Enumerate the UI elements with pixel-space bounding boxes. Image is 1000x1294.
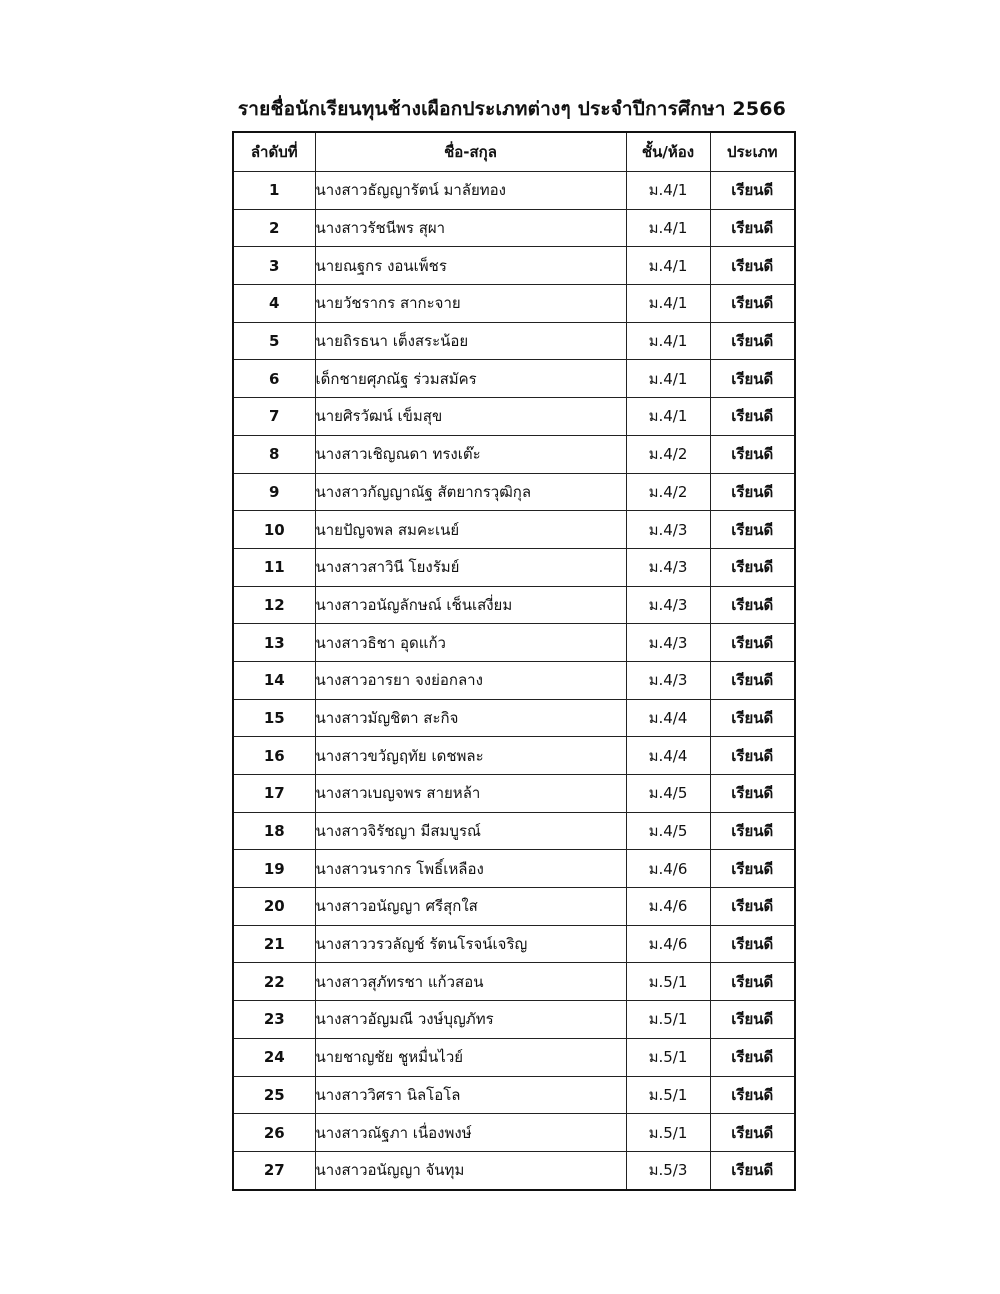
scholarship-type: เรียนดี	[710, 963, 795, 1001]
student-name: นางสาววรวลัญช์ รัตนโรจน์เจริญ	[315, 925, 626, 963]
header-class: ชั้น/ห้อง	[626, 132, 710, 172]
student-name: นางสาวจิรัชญา มีสมบูรณ์	[315, 812, 626, 850]
student-name: นายปัญจพล สมคะเนย์	[315, 511, 626, 549]
student-name: นายถิรธนา เต็งสระน้อย	[315, 322, 626, 360]
row-number: 12	[233, 586, 315, 624]
table-row	[233, 812, 795, 850]
row-number: 4	[233, 285, 315, 323]
table-row	[233, 1038, 795, 1076]
student-name: เด็กชายศุภณัฐ ร่วมสมัคร	[315, 360, 626, 398]
class-room: ม.4/2	[626, 473, 710, 511]
document-title: รายชื่อนักเรียนทุนช้างเผือกประเภทต่างๆ ประจำปีการศึกษา 2566	[237, 98, 787, 120]
row-number: 15	[233, 699, 315, 737]
scholarship-type: เรียนดี	[710, 624, 795, 662]
student-name: นางสาวอนัญลักษณ์ เช็นเสงี่ยม	[315, 586, 626, 624]
table-row	[233, 398, 795, 436]
class-room: ม.5/3	[626, 1151, 710, 1189]
scholarship-type: เรียนดี	[710, 1001, 795, 1039]
row-number: 21	[233, 925, 315, 963]
row-number: 10	[233, 511, 315, 549]
table-row	[233, 737, 795, 775]
scholarship-type: เรียนดี	[710, 1076, 795, 1114]
scholarship-type: เรียนดี	[710, 209, 795, 247]
table-row	[233, 1076, 795, 1114]
student-name: นางสาวณัฐภา เนื่องพงษ์	[315, 1114, 626, 1152]
student-name: นายชาญชัย ชูหมื่นไวย์	[315, 1038, 626, 1076]
class-room: ม.4/6	[626, 850, 710, 888]
student-name: นางสาวกัญญาณัฐ สัตยากรวุฒิกุล	[315, 473, 626, 511]
scholarship-type: เรียนดี	[710, 775, 795, 813]
row-number: 18	[233, 812, 315, 850]
class-room: ม.4/5	[626, 775, 710, 813]
student-name: นางสาวนรากร โพธิ์เหลือง	[315, 850, 626, 888]
row-number: 6	[233, 360, 315, 398]
row-number: 25	[233, 1076, 315, 1114]
class-room: ม.5/1	[626, 963, 710, 1001]
scholarship-type: เรียนดี	[710, 172, 795, 210]
class-room: ม.4/1	[626, 209, 710, 247]
table-row	[233, 775, 795, 813]
student-name: นางสาววิศรา นิลโอโล	[315, 1076, 626, 1114]
class-room: ม.4/3	[626, 624, 710, 662]
scholarship-type: เรียนดี	[710, 699, 795, 737]
student-name: นางสาวอนัญญา ศรีสุกใส	[315, 888, 626, 926]
scholarship-type: เรียนดี	[710, 1151, 795, 1189]
table-body	[233, 172, 795, 1190]
student-name: นางสาวธิชา อุดแก้ว	[315, 624, 626, 662]
student-name: นางสาวสาวินี โยงรัมย์	[315, 548, 626, 586]
table-row	[233, 548, 795, 586]
row-number: 8	[233, 435, 315, 473]
class-room: ม.4/1	[626, 360, 710, 398]
header-number: ลำดับที่	[233, 132, 315, 172]
table-row	[233, 511, 795, 549]
scholarship-type: เรียนดี	[710, 850, 795, 888]
scholarship-type: เรียนดี	[710, 1038, 795, 1076]
scholarship-type: เรียนดี	[710, 812, 795, 850]
table-row	[233, 473, 795, 511]
row-number: 13	[233, 624, 315, 662]
class-room: ม.4/6	[626, 888, 710, 926]
row-number: 16	[233, 737, 315, 775]
class-room: ม.5/1	[626, 1001, 710, 1039]
scholarship-type: เรียนดี	[710, 661, 795, 699]
student-name: นางสาวมัญชิตา สะกิจ	[315, 699, 626, 737]
student-name: นางสาวอารยา จงย่อกลาง	[315, 661, 626, 699]
student-name: นายศิรวัฒน์ เข็มสุข	[315, 398, 626, 436]
table-row	[233, 285, 795, 323]
table-row	[233, 586, 795, 624]
scholarship-type: เรียนดี	[710, 737, 795, 775]
student-name: นางสาวเชิญณดา ทรงเต๊ะ	[315, 435, 626, 473]
scholarship-type: เรียนดี	[710, 511, 795, 549]
scholarship-type: เรียนดี	[710, 473, 795, 511]
class-room: ม.4/1	[626, 285, 710, 323]
table-row	[233, 963, 795, 1001]
class-room: ม.4/1	[626, 398, 710, 436]
row-number: 20	[233, 888, 315, 926]
class-room: ม.4/4	[626, 737, 710, 775]
class-room: ม.5/1	[626, 1114, 710, 1152]
scholarship-type: เรียนดี	[710, 1114, 795, 1152]
row-number: 19	[233, 850, 315, 888]
scholarship-type: เรียนดี	[710, 398, 795, 436]
table-row	[233, 247, 795, 285]
class-room: ม.4/5	[626, 812, 710, 850]
table-row	[233, 209, 795, 247]
scholarship-type: เรียนดี	[710, 925, 795, 963]
student-name: นายวัชรากร สากะจาย	[315, 285, 626, 323]
class-room: ม.4/1	[626, 322, 710, 360]
student-name: นางสาวสุภัทรชา แก้วสอน	[315, 963, 626, 1001]
table-row	[233, 172, 795, 210]
table-row	[233, 850, 795, 888]
row-number: 14	[233, 661, 315, 699]
student-name: นางสาวอัญมณี วงษ์บุญภัทร	[315, 1001, 626, 1039]
class-room: ม.4/2	[626, 435, 710, 473]
student-name: นางสาวรัชนีพร สุผา	[315, 209, 626, 247]
row-number: 23	[233, 1001, 315, 1039]
table-row	[233, 322, 795, 360]
scholarship-type: เรียนดี	[710, 548, 795, 586]
scholarship-type: เรียนดี	[710, 322, 795, 360]
table-row	[233, 888, 795, 926]
class-room: ม.4/3	[626, 661, 710, 699]
class-room: ม.4/1	[626, 172, 710, 210]
table-row	[233, 1114, 795, 1152]
student-name: นางสาวอนัญญา จันทุม	[315, 1151, 626, 1189]
table-row	[233, 624, 795, 662]
table-row	[233, 661, 795, 699]
row-number: 11	[233, 548, 315, 586]
student-name: นางสาวธัญญารัตน์ มาลัยทอง	[315, 172, 626, 210]
student-table	[232, 131, 796, 1191]
student-name: นายณฐกร งอนเพ็ชร	[315, 247, 626, 285]
scholarship-type: เรียนดี	[710, 285, 795, 323]
row-number: 26	[233, 1114, 315, 1152]
table-row	[233, 699, 795, 737]
row-number: 1	[233, 172, 315, 210]
table-row	[233, 1001, 795, 1039]
class-room: ม.5/1	[626, 1076, 710, 1114]
class-room: ม.4/1	[626, 247, 710, 285]
scholarship-type: เรียนดี	[710, 888, 795, 926]
header-row	[233, 132, 795, 172]
scholarship-type: เรียนดี	[710, 586, 795, 624]
table-row	[233, 1151, 795, 1189]
student-name: นางสาวเบญจพร สายหล้า	[315, 775, 626, 813]
row-number: 5	[233, 322, 315, 360]
class-room: ม.4/3	[626, 511, 710, 549]
scholarship-type: เรียนดี	[710, 360, 795, 398]
row-number: 22	[233, 963, 315, 1001]
row-number: 24	[233, 1038, 315, 1076]
table-row	[233, 435, 795, 473]
class-room: ม.4/6	[626, 925, 710, 963]
class-room: ม.5/1	[626, 1038, 710, 1076]
scholarship-type: เรียนดี	[710, 435, 795, 473]
row-number: 9	[233, 473, 315, 511]
class-room: ม.4/3	[626, 548, 710, 586]
class-room: ม.4/3	[626, 586, 710, 624]
row-number: 2	[233, 209, 315, 247]
row-number: 17	[233, 775, 315, 813]
scholarship-type: เรียนดี	[710, 247, 795, 285]
row-number: 27	[233, 1151, 315, 1189]
class-room: ม.4/4	[626, 699, 710, 737]
table-row	[233, 360, 795, 398]
header-name: ชื่อ-สกุล	[315, 132, 626, 172]
row-number: 7	[233, 398, 315, 436]
row-number: 3	[233, 247, 315, 285]
header-type: ประเภท	[710, 132, 795, 172]
table-row	[233, 925, 795, 963]
table-header	[233, 132, 795, 172]
student-name: นางสาวขวัญฤทัย เดชพละ	[315, 737, 626, 775]
